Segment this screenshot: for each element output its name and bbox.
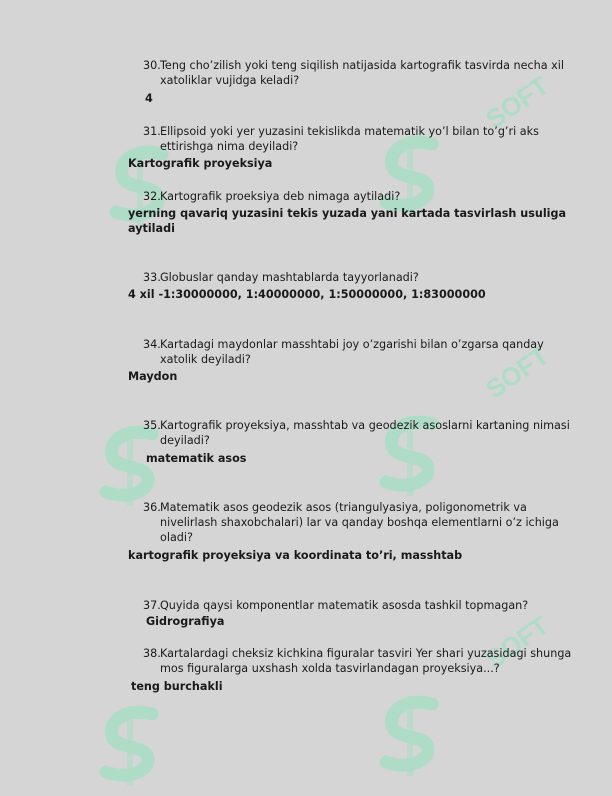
question-text: Teng cho’zilish yoki teng siqilish natijasida kartografik tasvirda necha xil xatoliklar vujidga keladi? (160, 59, 564, 87)
svg-text:SOFT: SOFT (480, 70, 550, 135)
answer-30: 4 (145, 92, 153, 105)
answer-35: matematik asos (146, 452, 247, 465)
question-text: Kartografik proyeksiya, masshtab va geodezik asoslarni kartaning nimasi deyiladi? (160, 419, 570, 447)
question-number: 33. (143, 271, 161, 284)
question-number: 36. (143, 501, 161, 514)
question-text: Kartadagi maydonlar masshtabi joy o’zgarishi bilan o’zgarsa qanday xatolik deyiladi? (160, 338, 544, 366)
question-33 (143, 270, 573, 285)
question-37 (143, 598, 573, 613)
question-number: 32. (143, 190, 161, 203)
answer-31: Kartografik proyeksiya (128, 157, 273, 170)
question-number: 34. (143, 338, 161, 351)
question-text: Matematik asos geodezik asos (triangulyasiya, poligonometrik va nivelirlash shaxobchalari) lar va qanday boshqa elementlarni o’z ichiga oladi? (160, 501, 559, 544)
question-number: 30. (143, 59, 161, 72)
question-number: 31. (143, 125, 161, 138)
question-text: Ellipsoid yoki yer yuzasini tekislikda matematik yo’l bilan to’g’ri aks ettirishga nima deyiladi? (160, 125, 539, 153)
question-31 (143, 124, 573, 154)
question-text: Globuslar qanday mashtablarda tayyorlanadi? (160, 271, 419, 284)
answer-34: Maydon (128, 370, 178, 383)
answer-36: kartografik proyeksiya va koordinata to’ri, masshtab (128, 549, 463, 562)
question-text: Quyida qaysi komponentlar matematik asosda tashkil topmagan? (160, 599, 529, 612)
svg-text:SOFT: SOFT (480, 340, 550, 405)
ssoft-logo-watermark (90, 700, 182, 792)
answer-32: yerning qavariq yuzasini tekis yuzada yani kartada tasvirlash usuliga aytiladi (128, 207, 567, 235)
question-30 (143, 58, 573, 88)
question-35 (143, 418, 573, 448)
question-text: Kartografik proeksiya deb nimaga aytiladi? (160, 190, 401, 203)
question-34 (143, 337, 573, 367)
question-38 (143, 646, 573, 676)
question-number: 37. (143, 599, 161, 612)
answer-38: teng burchakli (131, 680, 223, 693)
question-32 (143, 189, 573, 204)
answer-37: Gidrografiya (146, 615, 225, 628)
svg-text:SOFT: SOFT (480, 610, 550, 675)
question-text: Kartalardagi cheksiz kichkina figuralar tasviri Yer shari yuzasidagi shunga mos figuralarga uxshash xolda tasvirlandagan proyeksiya...? (160, 647, 572, 675)
answer-33: 4 xil -1:30000000, 1:40000000, 1:50000000, 1:83000000 (128, 288, 486, 301)
ssoft-logo-watermark (370, 690, 462, 782)
question-number: 38. (143, 647, 161, 660)
question-36 (143, 500, 573, 545)
question-number: 35. (143, 419, 161, 432)
